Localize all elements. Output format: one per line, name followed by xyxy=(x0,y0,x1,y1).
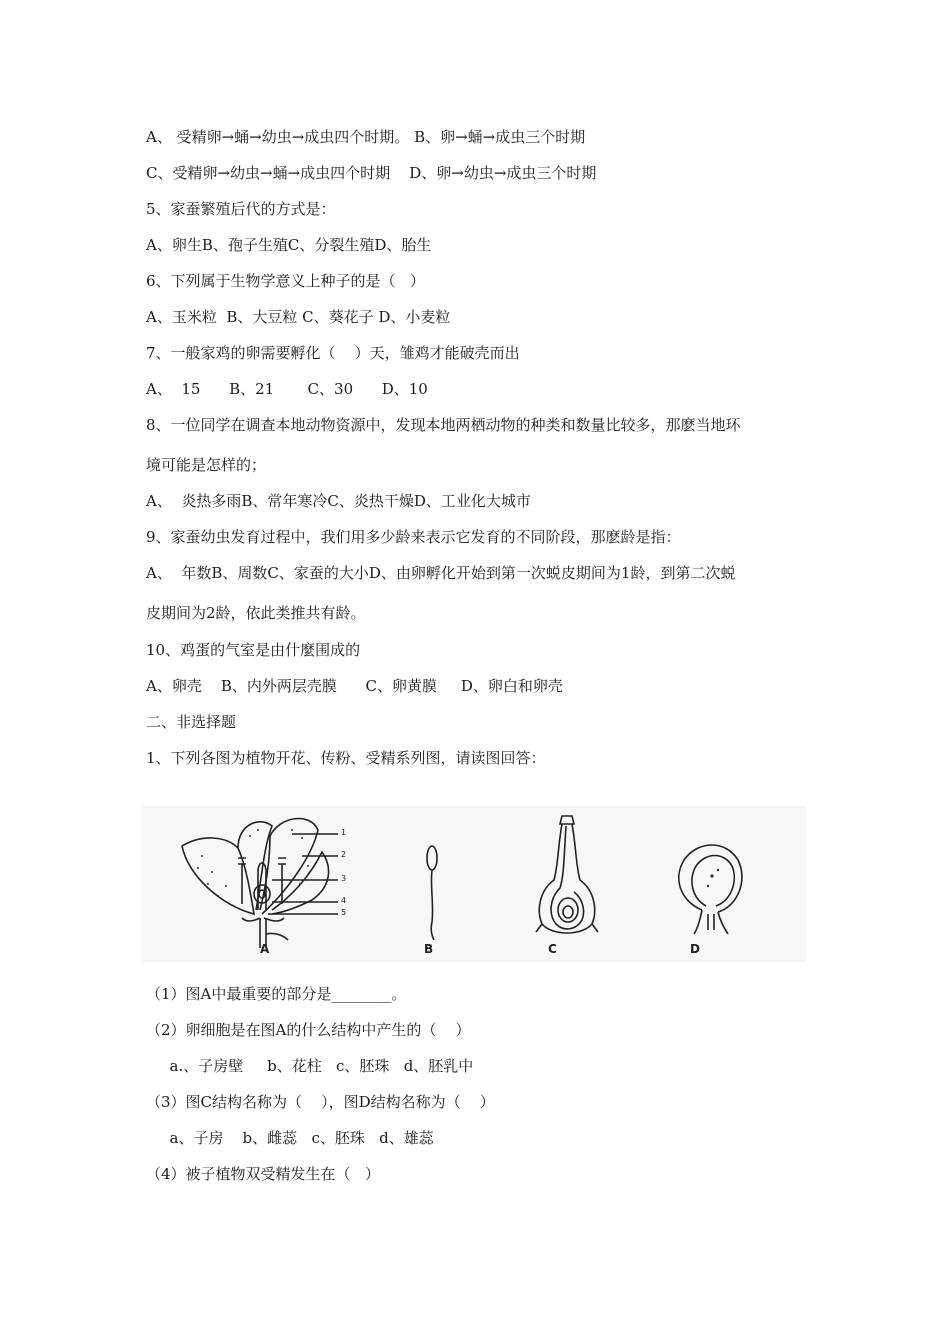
figure-drawing xyxy=(142,806,806,962)
question-line: a、子房 b、雌蕊 c、胚珠 d、雄蕊 xyxy=(160,1129,434,1147)
ovule-d-dots xyxy=(707,869,719,887)
question-line: A、 年数B、周数C、家蚕的大小D、由卵孵化开始到第一次蜕皮期间为1龄，到第二次蜕 xyxy=(146,564,736,582)
figure-label-c: C xyxy=(548,942,557,956)
question-line: A、玉米粒 B、大豆粒 C、葵花子 D、小麦粒 xyxy=(146,308,451,326)
figure-label-b: B xyxy=(424,942,434,956)
question-line: 境可能是怎样的； xyxy=(146,456,267,474)
label-number-1: 1 xyxy=(341,828,347,837)
figure-label-d: D xyxy=(690,942,700,956)
question-line: 9、家蚕幼虫发育过程中，我们用多少龄来表示它发育的不同阶段，那麽龄是指： xyxy=(146,528,681,546)
question-line: 皮期间为2龄，依此类推共有龄。 xyxy=(146,604,366,622)
question-line: 7、一般家鸡的卵需要孵化（ ）天，雏鸡才能破壳而出 xyxy=(146,344,520,362)
question-line: 1、下列各图为植物开花、传粉、受精系列图，请读图回答： xyxy=(146,749,546,767)
question-line: （1）图A中最重要的部分是________。 xyxy=(146,985,407,1003)
label-number-5: 5 xyxy=(341,908,347,917)
question-line: a.、子房壁 b、花柱 c、胚珠 d、胚乳中 xyxy=(160,1057,474,1075)
question-line: 5、家蚕繁殖后代的方式是： xyxy=(146,200,336,218)
question-line: A、 炎热多雨B、常年寒冷C、炎热干燥D、工业化大城市 xyxy=(146,492,531,510)
question-line: （3）图C结构名称为（ ），图D结构名称为（ ） xyxy=(146,1093,495,1111)
pistil-c-drawing xyxy=(536,816,598,933)
flower-a-stipple xyxy=(197,829,309,897)
question-line: （4）被子植物双受精发生在（ ） xyxy=(146,1165,380,1183)
question-line: A、 受精卵→蛹→幼虫→成虫四个时期。 B、卵→蛹→成虫三个时期 xyxy=(146,128,586,146)
figure-label-a: A xyxy=(260,942,270,956)
flower-fertilization-figure xyxy=(142,806,806,962)
pollen-b-drawing xyxy=(427,846,437,940)
question-line: A、卵生B、孢子生殖C、分裂生殖D、胎生 xyxy=(146,236,432,254)
label-number-3: 3 xyxy=(341,874,347,883)
question-line: 10、鸡蛋的气室是由什麼围成的 xyxy=(146,641,361,659)
question-line: A、 15 B、21 C、30 D、10 xyxy=(146,380,428,398)
question-line: C、受精卵→幼虫→蛹→成虫四个时期 D、卵→幼虫→成虫三个时期 xyxy=(146,164,597,182)
question-line: 6、下列属于生物学意义上种子的是（ ） xyxy=(146,272,425,290)
question-line: （2）卵细胞是在图A的什么结构中产生的（ ） xyxy=(146,1021,471,1039)
flower-a-drawing xyxy=(182,819,338,948)
label-number-4: 4 xyxy=(341,896,347,905)
ovule-d-drawing xyxy=(679,845,742,934)
label-number-2: 2 xyxy=(341,850,347,859)
section-heading: 二、非选择题 xyxy=(146,713,237,731)
question-line: 8、一位同学在调查本地动物资源中，发现本地两栖动物的种类和数量比较多，那麽当地环 xyxy=(146,416,741,434)
question-line: A、卵壳 B、内外两层壳膜 C、卵黄膜 D、卵白和卵壳 xyxy=(146,677,563,695)
